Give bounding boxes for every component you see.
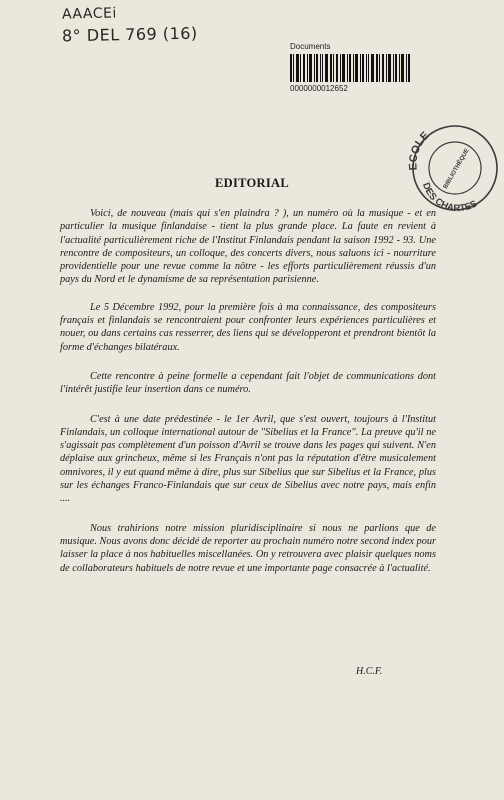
barcode-number: 0000000012652 — [290, 84, 348, 93]
paragraph: Cette rencontre à peine formelle a cependant fait l'objet de communications dont l'intérêt justifie leur insertion dans ce numéro. — [60, 370, 436, 396]
stamp-top-text: ECOLE — [407, 129, 432, 171]
editorial-body — [60, 207, 436, 591]
paragraph: Voici, de nouveau (mais qui s'en plaindra ? ), un numéro où la musique - et en particulier la musique finlandaise - tient la plus grande place. La faute en revient à l'actualité particulièrement riche de l'Institut Finlandais pendant la saison 1992 - 93. Une rencontre de compositeurs, un colloque, des concerts divers, nous saluons ici - nourriture providentielle pour une revue comme la nôtre - les efforts particulièrement réussis d'un pays du Nord et le dynamisme de sa représentation parisienne. — [60, 208, 436, 286]
barcode-icon — [290, 54, 410, 82]
page-title: EDITORIAL — [214, 176, 290, 190]
svg-text:ECOLE — [407, 130, 431, 171]
library-stamp-icon — [405, 118, 501, 214]
stamp-middle-text: BIBLIOTHÈQUE — [442, 147, 471, 191]
signature: H.C.F. — [356, 666, 383, 677]
stamp-bottom-text: DES CHARTES — [420, 181, 479, 214]
barcode-label: Documents — [290, 42, 331, 51]
paragraph: C'est à une date prédestinée - le 1er Avril, que s'est ouvert, toujours à l'Institut Finlandais, un colloque international autour de "Sibelius et la France". La preuve qu'il ne s'agissait pas complètement d'un poisson d'Avril se trouve dans les pages qui suivent. N'en déplaise aux grincheux, même si les Français n'ont pas la réputation d'être musicalement omnivores, il y eut quand même à dire, plus sur Sibelius que sur Sibelius et la France, plus sur les échanges Franco-Finlandais que sur ceux de Sibelius avec notre pays, mais enfin .... — [60, 413, 436, 505]
handwritten-shelfmark-line2: 8° DEL 769 (16) — [61, 23, 198, 46]
handwritten-shelfmark-line1: AAACEi — [61, 5, 117, 23]
paragraph: Le 5 Décembre 1992, pour la première fois à ma connaissance, des compositeurs français et finlandais se rencontraient pour confronter leurs expériences particulières et nouer, ou dans certains cas resserrer, des liens qui se développeront et prendront bientôt la forme d'échanges bilatéraux. — [60, 301, 436, 353]
paragraph: Nous trahirions notre mission pluridisciplinaire si nous ne parlions que de musique. Nous avons donc décidé de reporter au prochain numéro notre second index pour laisser la place à nos habituelles miscellanées. On y retrouvera avec plaisir quelques noms de collaborateurs habituels de notre revue et une importante page consacrée à l'actualité. — [60, 522, 436, 574]
